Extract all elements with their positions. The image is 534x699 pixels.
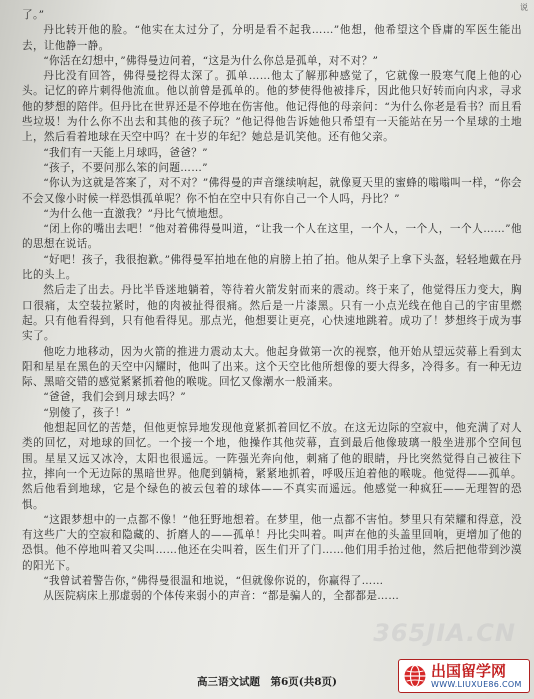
paragraph: “好吧！孩子，我很抱歉。”佛得曼军拍地在他的肩膀上拍了拍。他从架子上拿下头盔，轻轻地戴在丹比的头上。 bbox=[22, 253, 522, 282]
globe-icon bbox=[403, 664, 427, 688]
paragraph: “我们有一天能上月球吗，爸爸？” bbox=[43, 146, 208, 159]
paragraph: “我曾试着警告你，”佛得曼很温和地说，“但就像你说的，你赢得了…… bbox=[43, 574, 384, 587]
paragraph: “你认为这就是答案了，对不对？”佛得曼的声音继续响起，就像夏天里的蜜蜂的嗡嗡叫一样，“你会不会又像小时候一样恐惧孤单呢？你不怕在空中只有你自己一个人吗，丹比？” bbox=[22, 177, 522, 205]
paragraph: “为什么他一直激我？”丹比气愤地想。 bbox=[43, 207, 230, 220]
passage-text bbox=[22, 8, 522, 605]
paragraph: 他想起回忆的苦楚，但他更惊异地发现他竟紧抓着回忆不放。在这无边际的空寂中，他充满了对人类的回忆，对地球的回忆。一个接一个地，他操作其他荧幕，直到最后他像玻璃一般坐进那个空间包围。星星又远又冰冷，太阳也很遥远。一阵强光奔向他，刺痛了他的眼睛，丹比突然觉得自己被往下拉，摔向一个无边际的黑暗世界。他爬到躺椅，紧紧地抓着，呼吸压迫着他的喉咙。他觉得——孤单。然后他看到地球，它是个绿色的被云包着的球体——不真实而遥远。他感觉一种疯狂——无理智的恐惧。 bbox=[22, 422, 522, 511]
paragraph: 从医院病床上那虚弱的个体传来弱小的声音：“都是骗人的，全都都是…… bbox=[43, 590, 400, 603]
paragraph: 了。” bbox=[22, 9, 45, 21]
watermark-logo-name: 出国留学网 bbox=[431, 661, 507, 680]
paragraph: 然后走了出去。丹比半昏迷地躺着，等待着火箭发射而来的震动。终于来了，他觉得压力变大，胸口很痛，太空装拉紧时，他的肉被扯得很痛。然后是一片漆黑。只有一小点光线在他自己的宇宙里燃起。只有他看得到，只有他看得见。那点光，他想要让更亮，心快速地跳着。成功了！梦想终于成为事实了。 bbox=[22, 284, 522, 343]
watermark-text: 365JIA.CN bbox=[373, 619, 516, 647]
paragraph: “孩子，不要问那么笨的问题……” bbox=[43, 161, 208, 174]
watermark-logo-url: WWW.LIUXUE86.COM bbox=[431, 679, 522, 689]
watermark-logo bbox=[398, 659, 530, 693]
paragraph: 丹比没有回答，佛得曼挖得太深了。孤单……他太了解那种感觉了，它就像一股寒气爬上他的心头。记忆的碎片刺得他流血。他以前曾是孤单的。他的梦使得他被排斥，因此他只好转而向内求，寻求他的梦想的陪伴。但丹比在世界还是不停地在伤害他。他记得他的母亲问：“为什么你老是看书？而且看些垃圾！为什么你不出去和其他的孩子玩？”他记得他告诉她他只希望有一天能站在另一个星球的土地上，然后看着地球在天空中吗？在十岁的年纪？她总是讥笑他。还有他父亲。 bbox=[22, 70, 522, 144]
paragraph: 他吃力地移动，因为火箭的推进力震动太大。他起身做第一次的视察，他开始从望远荧幕上看到太阳和星星在黑色的天空中闪耀时，他叫了出来。这个天空比他所想像的要大得多，冷得多。有一种无边际、黑暗交错的感觉紧紧抓着他的喉咙。回忆又像潮水一般涌来。 bbox=[22, 345, 522, 389]
paragraph: “这跟梦想中的一点都不像！”他狂野地想着。在梦里，他一点都不害怕。梦里只有荣耀和得意，没有这些广大的空寂和隐藏的、折磨人的——孤单！丹比尖叫着。叫声在他的头盖里回响，更增加了他的恐惧。他不停地叫着又尖叫……他还在尖叫着，医生们开了门……他们用手抬过他，然后把他带到沙漠的阳光下。 bbox=[22, 513, 522, 572]
paragraph: “你活在幻想中，”佛得曼边问着，“这是为什么你总是孤单，对不对？” bbox=[43, 54, 379, 67]
paragraph: “爸爸，我们会到月球去吗？” bbox=[43, 391, 187, 404]
paragraph: 丹比转开他的脸。“他实在太过分了，分明是看不起我……”他想，他希望这个昏庸的军医生能出去，让他静一静。 bbox=[22, 24, 522, 52]
page-footer: 高三语文试题 第6页(共8页) bbox=[196, 676, 338, 688]
paragraph: “闭上你的嘴出去吧！”他对着佛得曼叫道，“让我一个人在这里，一个人，一个人，一个人……”他的思想在说话。 bbox=[22, 223, 522, 251]
paragraph: “别傻了，孩子！” bbox=[43, 406, 132, 419]
corner-mark: 说 bbox=[520, 3, 528, 12]
